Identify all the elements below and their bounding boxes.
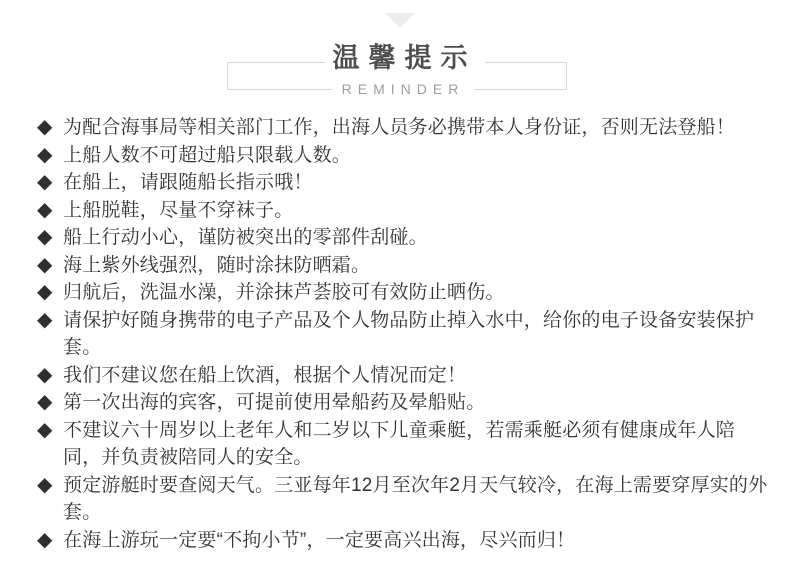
diamond-bullet-icon: ◆ — [37, 363, 53, 386]
list-item — [37, 114, 770, 142]
header-subtitle-row — [0, 81, 800, 98]
list-item — [37, 224, 770, 252]
list-item — [37, 307, 770, 362]
page-title: 温馨提示 — [325, 43, 485, 73]
diamond-bullet-icon: ◆ — [37, 171, 53, 193]
list-item-text: 在船上，请跟随船长指示哦！ — [63, 172, 313, 193]
list-item — [37, 389, 770, 417]
notice-list — [37, 114, 770, 554]
diamond-bullet-icon: ◆ — [37, 253, 53, 276]
list-item-text: 上船脱鞋，尽量不穿袜子。 — [63, 199, 294, 221]
diamond-bullet-icon: ◆ — [37, 391, 53, 413]
list-item — [37, 362, 770, 390]
diamond-bullet-icon: ◆ — [37, 116, 53, 138]
list-item — [37, 527, 770, 555]
list-item-text: 船上行动小心，谨防被突出的零部件刮碰。 — [63, 227, 428, 248]
list-item-text: 预定游艇时要查阅天气。三亚每年12月至次年2月天气较冷，在海上需要穿厚实的外套。 — [63, 474, 768, 523]
list-item-text: 第一次出海的宾客，可提前使用晕船药及晕船贴。 — [63, 392, 486, 413]
list-item — [37, 279, 770, 307]
list-item — [37, 417, 770, 472]
list-item-text: 在海上游玩一定要“不拘小节”，一定要高兴出海，尽兴而归！ — [63, 529, 576, 551]
diamond-bullet-icon: ◆ — [37, 308, 53, 331]
diamond-bullet-icon: ◆ — [37, 418, 53, 441]
list-item-text: 归航后，洗温水澡，并涂抹芦荟胶可有效防止晒伤。 — [63, 282, 505, 303]
list-item-text: 上船人数不可超过船只限载人数。 — [63, 144, 352, 166]
chevron-down-icon — [385, 13, 415, 28]
list-item-text: 为配合海事局等相关部门工作，出海人员务必携带本人身份证，否则无法登船！ — [63, 117, 736, 138]
list-item — [37, 142, 770, 170]
list-item — [37, 252, 770, 280]
list-item-text: 不建议六十周岁以上老年人和二岁以下儿童乘艇，若需乘艇必须有健康成年人陪同，并负责被陪同人的安全。 — [63, 419, 736, 468]
diamond-bullet-icon: ◆ — [37, 281, 53, 303]
diamond-bullet-icon: ◆ — [37, 226, 53, 248]
page-subtitle: REMINDER — [332, 81, 475, 97]
list-item-text: 我们不建议您在船上饮酒，根据个人情况而定！ — [63, 364, 467, 386]
header — [0, 43, 800, 78]
diamond-bullet-icon: ◆ — [37, 473, 53, 496]
list-item — [37, 169, 770, 197]
diamond-bullet-icon: ◆ — [37, 528, 53, 551]
list-item-text: 请保护好随身携带的电子产品及个人物品防止掉入水中，给你的电子设备安装保护套。 — [63, 309, 755, 358]
diamond-bullet-icon: ◆ — [37, 143, 53, 166]
list-item — [37, 472, 770, 527]
list-item — [37, 197, 770, 225]
diamond-bullet-icon: ◆ — [37, 198, 53, 221]
list-item-text: 海上紫外线强烈，随时涂抹防晒霜。 — [63, 254, 371, 276]
